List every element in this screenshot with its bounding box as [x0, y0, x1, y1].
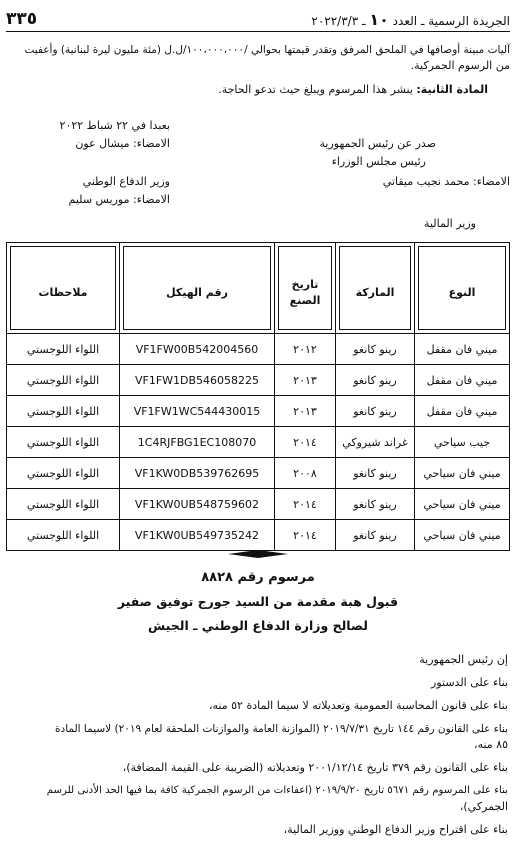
- article-2-label: المادة الثانية:: [416, 83, 488, 96]
- cell-year: ٢٠١٣: [275, 365, 336, 396]
- col-year: تاريخ الصنع: [275, 243, 336, 334]
- pm-signature: الامضاء: محمد نجيب ميقاتي: [382, 175, 510, 188]
- decree-title-2: لصالح وزارة الدفاع الوطني ـ الجيش: [148, 618, 368, 633]
- pm-title: رئيس مجلس الوزراء: [331, 155, 426, 168]
- col-chassis: رقم الهيكل: [120, 243, 275, 334]
- cell-brand: رينو كانغو: [336, 365, 415, 396]
- cell-notes: اللواء اللوجستي: [7, 365, 120, 396]
- cell-year: ٢٠١٢: [275, 334, 336, 365]
- cell-chassis: VF1FW00B542004560: [120, 334, 275, 365]
- col-type: النوع: [415, 243, 510, 334]
- cell-chassis: VF1KW0DB539762695: [120, 458, 275, 489]
- defense-title: وزير الدفاع الوطني: [82, 175, 170, 188]
- cell-chassis: VF1KW0UB548759602: [120, 489, 275, 520]
- cell-chassis: VF1FW1WC544430015: [120, 396, 275, 427]
- cell-type: ميني فان سياحي: [415, 520, 510, 551]
- cell-brand: رينو كانغو: [336, 520, 415, 551]
- decree-title-1: قبول هبة مقدمة من السيد جورج توفيق صفير: [117, 594, 399, 609]
- decree-number: مرسوم رقم ٨٨٢٨: [201, 570, 315, 585]
- table-row: [7, 489, 510, 520]
- decree-para-3: بناء على قانون المحاسبة العمومية وتعديلاته لا سيما المادة ٥٢ منه،: [208, 699, 508, 712]
- vehicles-table: [6, 242, 510, 551]
- issue-date: ـ ٢٠٢٢/٣/٣: [311, 13, 366, 28]
- intro-line-1: آليات مبينة أوصافها في الملحق المرفق وتقدر قيمتها بحوالي /١٠٠،٠٠٠،٠٠٠/ل.ل (مئة مليون ليرة لبنانية) وأعفيت: [24, 44, 510, 56]
- journal-name: الجريدة الرسمية ـ العدد: [392, 13, 510, 28]
- table-row: [7, 427, 510, 458]
- cell-year: ٢٠٠٨: [275, 458, 336, 489]
- cell-type: ميني فان مقفل: [415, 334, 510, 365]
- cell-notes: اللواء اللوجستي: [7, 396, 120, 427]
- cell-brand: غراند شيروكي: [336, 427, 415, 458]
- cell-type: ميني فان مقفل: [415, 365, 510, 396]
- cell-notes: اللواء اللوجستي: [7, 427, 120, 458]
- cell-chassis: VF1KW0UB549735242: [120, 520, 275, 551]
- cell-notes: اللواء اللوجستي: [7, 458, 120, 489]
- intro-block: [6, 42, 510, 98]
- issued-by: صدر عن رئيس الجمهورية: [319, 137, 436, 150]
- cell-year: ٢٠١٤: [275, 489, 336, 520]
- cell-chassis: VF1FW1DB546058225: [120, 365, 275, 396]
- table-row: [7, 458, 510, 489]
- decree-para-1: إن رئيس الجمهورية: [419, 653, 508, 666]
- intro-line-2: من الرسوم الجمركية.: [410, 59, 510, 72]
- table-row: [7, 365, 510, 396]
- issue-number: ١٠: [369, 9, 389, 29]
- decree-para-2: بناء على الدستور: [431, 676, 508, 689]
- article-2-text: ينشر هذا المرسوم ويبلغ حيث تدعو الحاجة.: [218, 83, 413, 96]
- defense-signature: الامضاء: موريس سليم: [68, 193, 170, 206]
- decree-para-4: بناء على القانون رقم ١٤٤ تاريخ ٢٠١٩/٧/٣١ (الموازنة العامة والموازنات الملحقة لعام ٢٠١٩) لاسيما المادة: [55, 723, 508, 735]
- cell-notes: اللواء اللوجستي: [7, 489, 120, 520]
- cell-brand: رينو كانغو: [336, 396, 415, 427]
- cell-type: ميني فان سياحي: [415, 489, 510, 520]
- article-2: [6, 82, 510, 98]
- decree-para-5: بناء على القانون رقم ٣٧٩ تاريخ ٢٠٠١/١٢/١٤ وتعديلاته (الضريبة على القيمة المضافة)،: [122, 761, 508, 774]
- section-divider: [228, 550, 288, 558]
- cell-chassis: 1C4RJFBG1EC108070: [120, 427, 275, 458]
- cell-type: ميني فان سياحي: [415, 458, 510, 489]
- place-date: بعبدا في ٢٢ شباط ٢٠٢٢: [59, 119, 170, 132]
- table-row: [7, 334, 510, 365]
- table-row: [7, 520, 510, 551]
- cell-brand: رينو كانغو: [336, 489, 415, 520]
- page-number: ٣٣٥: [6, 9, 38, 29]
- decree-para-6: بناء على المرسوم رقم ٥٦٧١ تاريخ ٢٠١٩/٩/٢٠ (اعفاءات من الرسوم الجمركية كافة بما فيها الحد الأدنى للرسم: [46, 785, 508, 796]
- cell-notes: اللواء اللوجستي: [7, 334, 120, 365]
- cell-year: ٢٠١٣: [275, 396, 336, 427]
- cell-brand: رينو كانغو: [336, 334, 415, 365]
- cell-type: ميني فان مقفل: [415, 396, 510, 427]
- col-notes: ملاحظات: [7, 243, 120, 334]
- decree-body: [6, 652, 508, 838]
- col-brand: الماركة: [336, 243, 415, 334]
- cell-brand: رينو كانغو: [336, 458, 415, 489]
- president-signature: الامضاء: ميشال عون: [75, 137, 170, 150]
- cell-year: ٢٠١٤: [275, 427, 336, 458]
- header-rule: [6, 31, 510, 32]
- cell-year: ٢٠١٤: [275, 520, 336, 551]
- decree-para-6b: الجمركي)،: [459, 800, 508, 813]
- decree-para-4b: ٨٥ منه،: [474, 738, 508, 751]
- table-row: [7, 396, 510, 427]
- table-header-row: [7, 243, 510, 334]
- decree-para-7: بناء على اقتراح وزير الدفاع الوطني ووزير المالية،: [283, 823, 508, 836]
- cell-notes: اللواء اللوجستي: [7, 520, 120, 551]
- cell-type: جيب سياحي: [415, 427, 510, 458]
- page-header: [6, 8, 510, 30]
- journal-title: [311, 10, 510, 29]
- finance-title: وزير المالية: [424, 217, 476, 230]
